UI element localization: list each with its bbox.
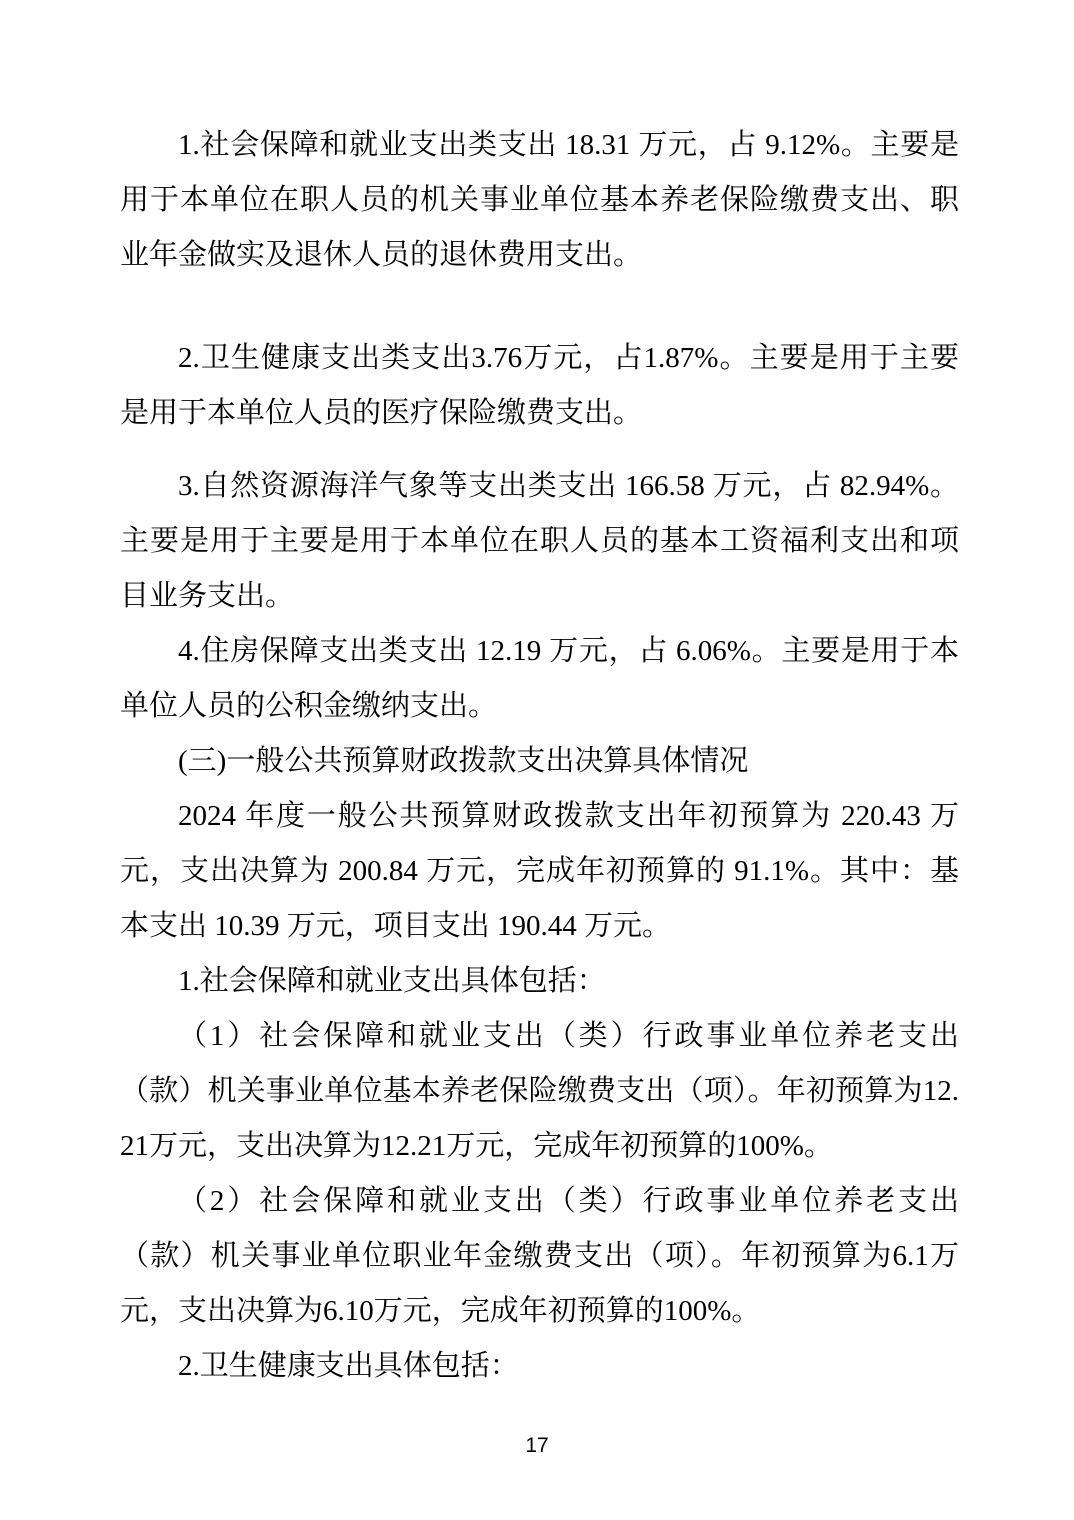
page-number: 17 (525, 1434, 549, 1457)
paragraph-expense-health-summary: 2.卫生健康支出类支出3.76万元，占1.87%。主要是用于主要是用于本单位人员的医疗保险缴费支出。 (120, 342, 959, 429)
paragraph-expense-natural-resources-summary: 3.自然资源海洋气象等支出类支出 166.58 万元，占 82.94%。主要是用于主要是用于本单位在职人员的基本工资福利支出和项目业务支出。 (120, 470, 959, 612)
paragraph-social-security-detail-intro: 1.社会保障和就业支出具体包括： (178, 965, 606, 997)
paragraph-social-security-detail-1: （1）社会保障和就业支出（类）行政事业单位养老支出（款）机关事业单位基本养老保险缴费支出（项）。年初预算为12.21万元，支出决算为12.21万元，完成年初预算的100%。 (120, 1020, 959, 1162)
paragraph-expense-social-security-summary: 1.社会保障和就业支出类支出 18.31 万元，占 9.12%。主要是用于本单位在职人员的机关事业单位基本养老保险缴费支出、职业年金做实及退休人员的退休费用支出。 (120, 129, 959, 271)
paragraph-expense-housing-summary: 4.住房保障支出类支出 12.19 万元，占 6.06%。主要是用于本单位人员的公积金缴纳支出。 (120, 635, 959, 722)
paragraph-health-detail-intro: 2.卫生健康支出具体包括： (178, 1350, 519, 1382)
paragraph-budget-overview: 2024 年度一般公共预算财政拨款支出年初预算为 220.43 万元，支出决算为 200.84 万元，完成年初预算的 91.1%。其中：基本支出 10.39 万元，项目支出 190.44 万元。 (120, 800, 959, 942)
section-heading-general-budget-expense-details: (三)一般公共预算财政拨款支出决算具体情况 (178, 745, 749, 777)
paragraph-social-security-detail-2: （2）社会保障和就业支出（类）行政事业单位养老支出（款）机关事业单位职业年金缴费支出（项）。年初预算为6.1万元，支出决算为6.10万元，完成年初预算的100%。 (120, 1185, 959, 1327)
